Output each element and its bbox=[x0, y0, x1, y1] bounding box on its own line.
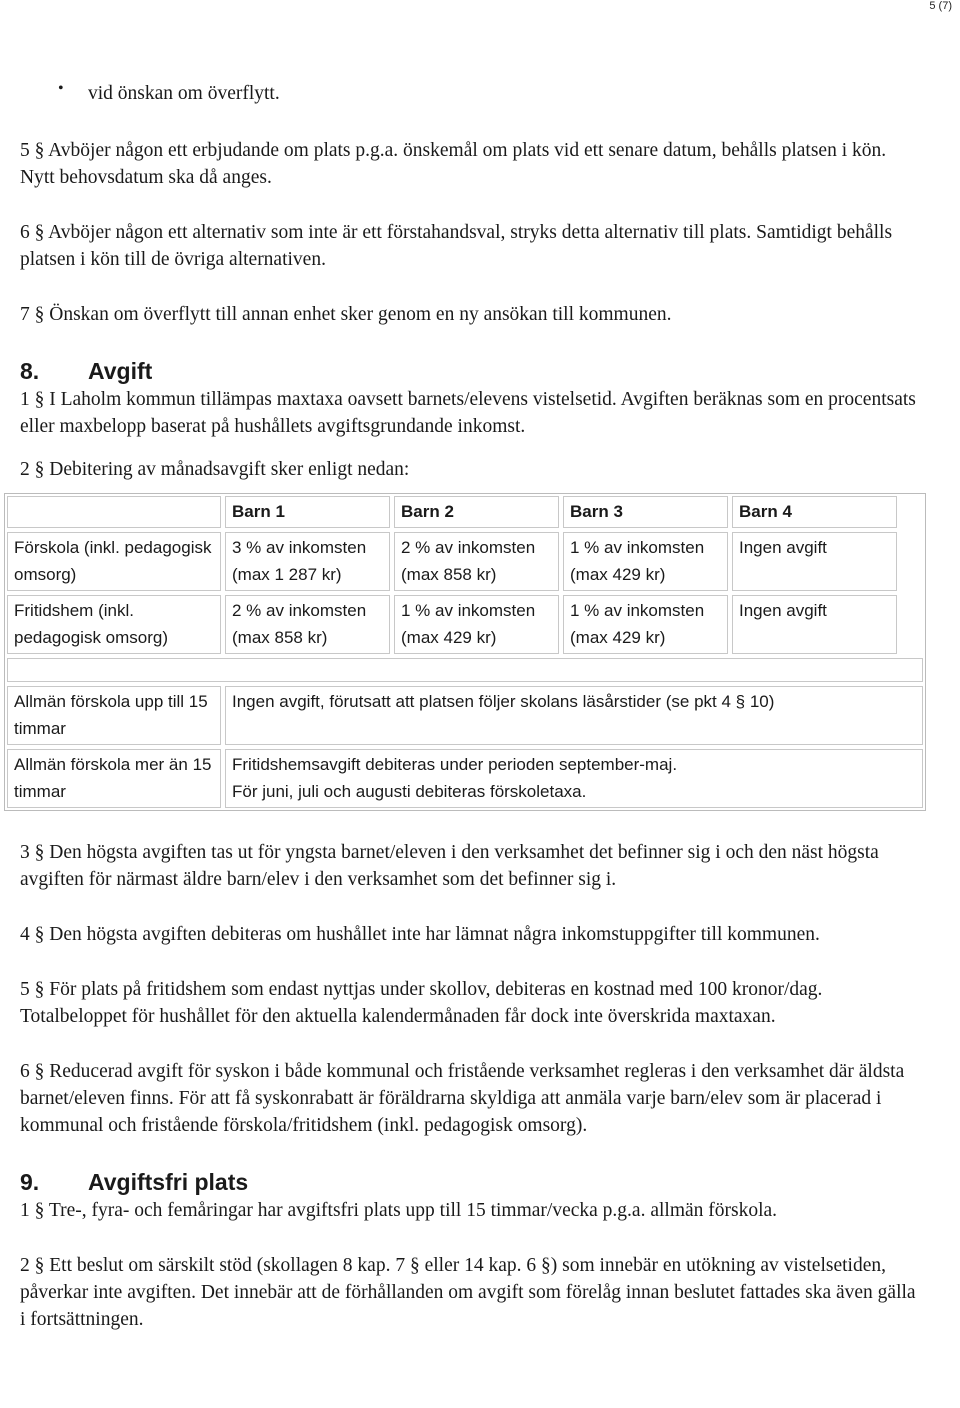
page-number: 5 (7) bbox=[929, 0, 952, 12]
table-row-label: Fritidshem (inkl. pedagogisk omsorg) bbox=[7, 595, 221, 654]
document-body bbox=[14, 80, 920, 1333]
section-8-heading bbox=[20, 356, 920, 386]
section-9-heading bbox=[20, 1167, 920, 1197]
paragraph-8-3: 3 § Den högsta avgiften tas ut för yngsta barnet/eleven i den verksamhet det befinner sig i och den näst högsta avgiften för närmast äldre barn/elev i den verksamhet som det befinner sig i. bbox=[20, 842, 879, 890]
table-row-label: Förskola (inkl. pedagogisk omsorg) bbox=[7, 532, 221, 591]
paragraph-8-6: 6 § Reducerad avgift för syskon i både kommunal och fristående verksamhet regleras i den verksamhet där äldsta barnet/eleven finns. För att få syskonrabatt är föräldrarna skyldiga att anmäla varje barn/elev som är placerad i kommunal och fristående förskola/fritidshem (inkl. pedagogisk omsorg). bbox=[20, 1061, 905, 1136]
table-cell-line: Fritidshemsavgift debiteras under perioden september-maj. bbox=[232, 755, 678, 774]
bullet-text: vid önskan om överflytt. bbox=[88, 83, 280, 104]
table-row-label: Allmän förskola upp till 15 timmar bbox=[7, 686, 221, 745]
paragraph-9-1: 1 § Tre-, fyra- och femåringar har avgiftsfri plats upp till 15 timmar/vecka p.g.a. allmän förskola. bbox=[20, 1200, 778, 1221]
table-cell: 1 % av inkomsten (max 429 kr) bbox=[563, 532, 728, 591]
bullet-icon: • bbox=[58, 80, 64, 97]
paragraph-7-5: 5 § Avböjer någon ett erbjudande om plats p.g.a. önskemål om plats vid ett senare datum, behålls platsen i kön. Nytt behovsdatum ska då anges. bbox=[20, 140, 887, 188]
table-header-cell: Barn 4 bbox=[732, 496, 897, 528]
table-cell bbox=[225, 749, 923, 808]
table-row bbox=[5, 684, 925, 747]
paragraph-8-5: 5 § För plats på fritidshem som endast nyttjas under skollov, debiteras en kostnad med 100 kronor/dag. Totalbeloppet för hushållet för den aktuella kalendermånaden får dock inte överskrida maxtaxan. bbox=[20, 979, 823, 1027]
table-cell: Ingen avgift bbox=[732, 595, 897, 654]
section-8-title: Avgift bbox=[88, 358, 153, 384]
section-9-title: Avgiftsfri plats bbox=[88, 1169, 249, 1195]
paragraph-8-1: 1 § I Laholm kommun tillämpas maxtaxa oavsett barnets/elevens vistelsetid. Avgiften beräknas som en procentsats eller maxbelopp baserat på hushållets avgiftsgrundande inkomst. bbox=[20, 389, 916, 437]
section-8-number: 8. bbox=[20, 358, 40, 384]
table-header-cell: Barn 3 bbox=[563, 496, 728, 528]
table-spacer bbox=[7, 658, 923, 682]
table-spacer-row bbox=[5, 656, 925, 684]
table-row bbox=[5, 747, 925, 810]
table-header-cell: Barn 2 bbox=[394, 496, 559, 528]
table-cell: 1 % av inkomsten (max 429 kr) bbox=[394, 595, 559, 654]
paragraph-8-4: 4 § Den högsta avgiften debiteras om hushållet inte har lämnat några inkomstuppgifter till kommunen. bbox=[20, 924, 820, 945]
table-cell: 2 % av inkomsten (max 858 kr) bbox=[225, 595, 390, 654]
paragraph-7-7: 7 § Önskan om överflytt till annan enhet sker genom en ny ansökan till kommunen. bbox=[20, 304, 672, 325]
table-cell: Ingen avgift bbox=[732, 532, 897, 591]
table-cell: Ingen avgift, förutsatt att platsen följer skolans läsårstider (se pkt 4 § 10) bbox=[225, 686, 923, 745]
table-header-row bbox=[5, 494, 925, 530]
bullet-item bbox=[58, 80, 920, 107]
fee-table bbox=[4, 493, 926, 811]
table-header-cell bbox=[7, 496, 221, 528]
paragraph-9-2: 2 § Ett beslut om särskilt stöd (skollagen 8 kap. 7 § eller 14 kap. 6 §) som innebär en utökning av vistelsetiden, påverkar inte avgiften. Det innebär att de förhållanden om avgift som förelåg innan beslutet fattades ska även gälla i fortsättningen. bbox=[20, 1255, 916, 1330]
table-cell: 1 % av inkomsten (max 429 kr) bbox=[563, 595, 728, 654]
table-row bbox=[5, 593, 925, 656]
table-cell: 3 % av inkomsten (max 1 287 kr) bbox=[225, 532, 390, 591]
paragraph-7-6: 6 § Avböjer någon ett alternativ som inte är ett förstahandsval, stryks detta alternativ till plats. Samtidigt behålls platsen i kön till de övriga alternativen. bbox=[20, 222, 893, 270]
paragraph-8-2: 2 § Debitering av månadsavgift sker enligt nedan: bbox=[20, 459, 410, 480]
table-row-label: Allmän förskola mer än 15 timmar bbox=[7, 749, 221, 808]
section-9-number: 9. bbox=[20, 1169, 40, 1195]
table-row bbox=[5, 530, 925, 593]
table-cell: 2 % av inkomsten (max 858 kr) bbox=[394, 532, 559, 591]
table-header-cell: Barn 1 bbox=[225, 496, 390, 528]
table-cell-line: För juni, juli och augusti debiteras förskoletaxa. bbox=[232, 782, 587, 801]
